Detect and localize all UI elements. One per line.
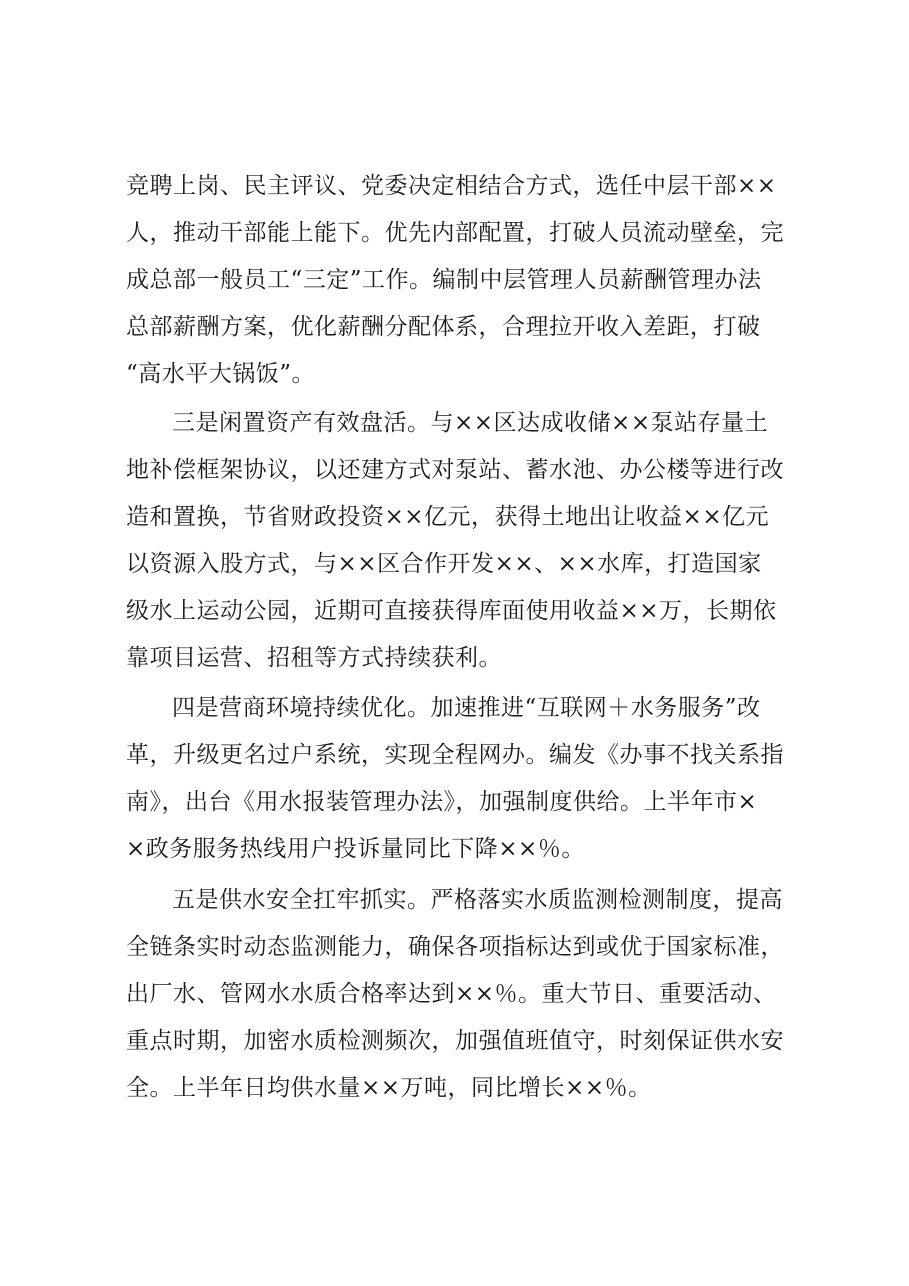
text-line: 三是闲置资产有效盘活。与××区达成收储××泵站存量土	[172, 410, 769, 436]
text-line: 级水上运动公园，近期可直接获得库面使用收益××万，长期依	[126, 598, 777, 624]
text-line: 竞聘上岗、民主评议、党委决定相结合方式，选任中层干部××	[126, 173, 777, 199]
text-line: 四是营商环境持续优化。加速推进“互联网＋水务服务”改	[172, 695, 761, 721]
text-line: 全链条实时动态监测能力，确保各项指标达到或优于国家标准，	[126, 934, 784, 960]
text-line: 革，升级更名过户系统，实现全程网办。编发《办事不找关系指	[126, 742, 784, 768]
text-line: 总部薪酬方案，优化薪酬分配体系，合理拉开收入差距，打破	[126, 314, 761, 340]
text-line: 靠项目运营、招租等方式持续获利。	[126, 645, 502, 671]
text-line: 五是供水安全扛牢抓实。严格落实水质监测检测制度，提高	[172, 887, 783, 913]
text-line: 成总部一般员工“三定”工作。编制中层管理人员薪酬管理办法	[126, 267, 762, 293]
text-line: 人，推动干部能上能下。优先内部配置，打破人员流动壁垒，完	[126, 220, 784, 246]
text-line: 出厂水、管网水水质合格率达到××％。重大节日、重要活动、	[126, 981, 777, 1007]
text-line: 地补偿框架协议，以还建方式对泵站、蓄水池、办公楼等进行改	[126, 457, 784, 483]
text-line: ×政务服务热线用户投诉量同比下降××％。	[126, 836, 585, 862]
text-line: 造和置换，节省财政投资××亿元，获得土地出让收益××亿元	[126, 504, 770, 530]
text-line: 南》，出台《用水报装管理办法》，加强制度供给。上半年市×	[126, 789, 758, 815]
text-line: 全。上半年日均供水量××万吨，同比增长××％。	[126, 1075, 652, 1101]
text-line: 以资源入股方式，与××区合作开发××、××水库，打造国家	[126, 551, 762, 577]
text-line: 重点时期，加密水质检测频次，加强值班值守，时刻保证供水安	[126, 1028, 784, 1054]
text-line: “高水平大锅饭”。	[126, 361, 316, 387]
